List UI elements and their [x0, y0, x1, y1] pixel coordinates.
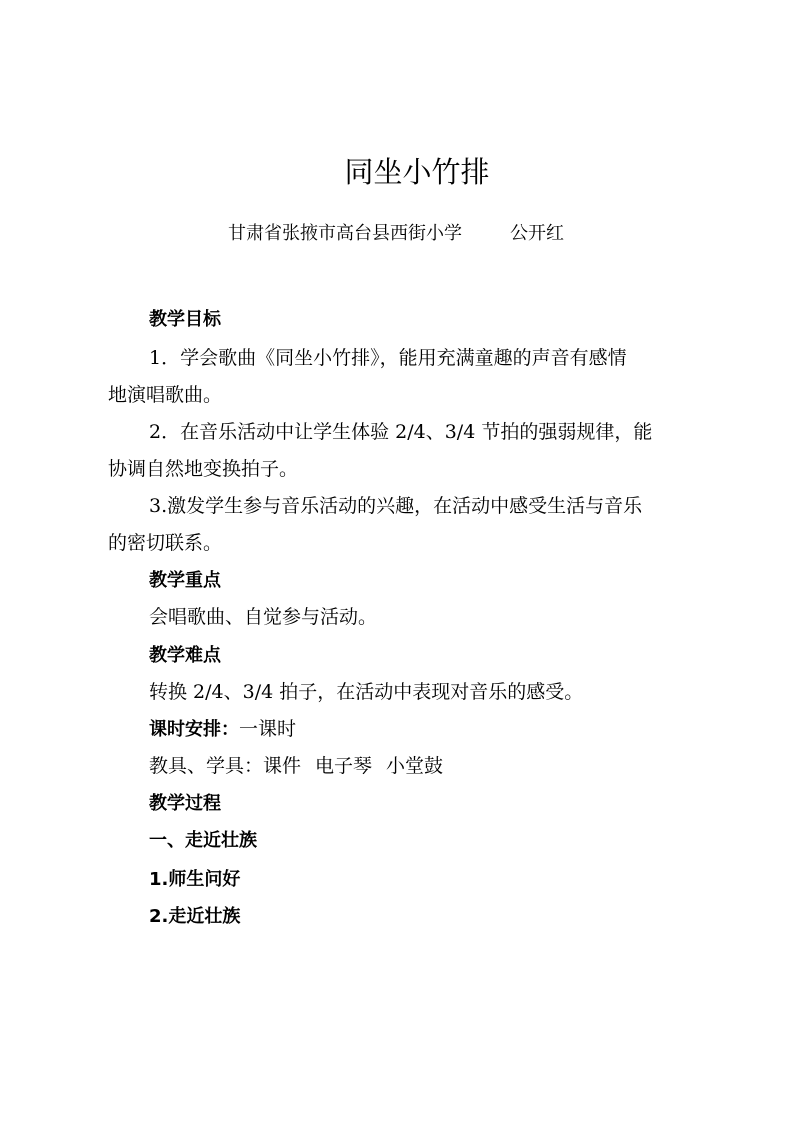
tools-item-keyboard: 电子琴 — [315, 755, 373, 777]
key-points-text: 会唱歌曲、自觉参与活动。 — [149, 606, 378, 628]
author-school: 甘肃省张掖市高台县西街小学 — [228, 223, 462, 244]
author-name: 公开红 — [510, 223, 564, 244]
goal-2-line-2: 协调自然地变换拍子。 — [108, 458, 299, 480]
difficulty-text: 转换 2/4、3/4 拍子，在活动中表现对音乐的感受。 — [149, 681, 584, 703]
difficulty-heading: 教学难点 — [149, 645, 221, 666]
schedule-value: 一课时 — [239, 718, 297, 740]
goal-3-line-2: 的密切联系。 — [108, 532, 223, 554]
goal-1-line-2: 地演唱歌曲。 — [108, 384, 223, 406]
schedule-line — [149, 715, 296, 744]
schedule-label: 课时安排： — [149, 719, 239, 740]
author-line — [228, 220, 564, 248]
tools-item-courseware: 课件 — [263, 755, 302, 777]
step-2: 2.走近壮族 — [149, 906, 241, 927]
key-points-heading: 教学重点 — [149, 570, 221, 591]
process-heading: 教学过程 — [149, 793, 221, 814]
step-1: 1.师生问好 — [149, 869, 241, 890]
goals-heading: 教学目标 — [149, 309, 221, 330]
goal-3-line-1: 3.激发学生参与音乐活动的兴趣，在活动中感受生活与音乐 — [149, 495, 643, 517]
section-1-heading: 一、走近壮族 — [149, 830, 257, 851]
tools-item-drum: 小堂鼓 — [386, 755, 444, 777]
goal-1-line-1: 1．学会歌曲《同坐小竹排》，能用充满童趣的声音有感情 — [149, 347, 627, 369]
tools-line — [149, 752, 443, 780]
goal-2-line-1: 2．在音乐活动中让学生体验 2/4、3/4 节拍的强弱规律，能 — [149, 421, 653, 443]
document-title: 同坐小竹排 — [344, 155, 490, 189]
tools-label: 教具、学具： — [149, 755, 264, 777]
